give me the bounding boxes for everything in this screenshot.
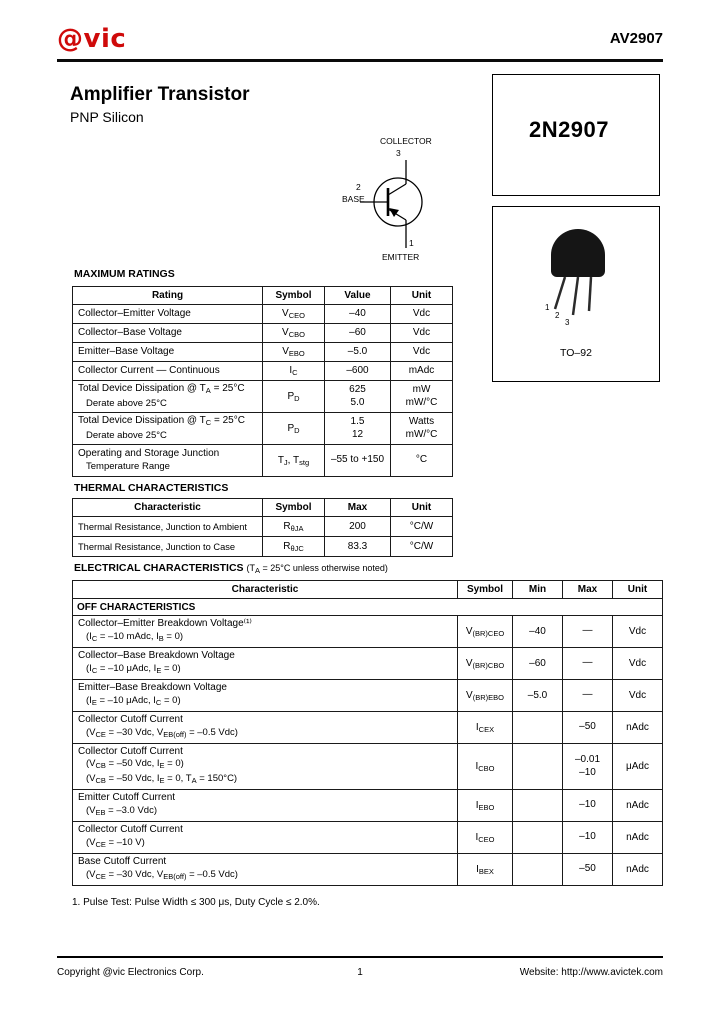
column-header-unit: Unit bbox=[613, 581, 663, 599]
maximum-ratings-table bbox=[72, 286, 453, 477]
package-name-label: TO–92 bbox=[560, 347, 592, 359]
min-cell bbox=[513, 744, 563, 790]
vendor-logo: @vic bbox=[57, 23, 127, 54]
package-box bbox=[492, 206, 660, 382]
base-label: BASE bbox=[342, 194, 365, 204]
characteristic-cell: Thermal Resistance, Junction to Ambient bbox=[73, 517, 263, 537]
symbol-cell: $I_{CEO}$ bbox=[458, 822, 513, 854]
rating-cell: Total Device Dissipation @ $T_C = 25^\circ C$ Derate above 25°C bbox=[73, 413, 263, 445]
unit-cell: Vdc bbox=[391, 343, 453, 362]
electrical-heading-text: ELECTRICAL CHARACTERISTICS bbox=[74, 562, 244, 574]
emitter-label: EMITTER bbox=[382, 252, 420, 262]
table-header-row bbox=[73, 499, 453, 517]
table-header-row bbox=[73, 581, 663, 599]
thermal-characteristics-table bbox=[72, 498, 453, 557]
page-footer bbox=[57, 956, 663, 978]
unit-cell: mW mW/°C bbox=[391, 381, 453, 413]
characteristic-cell: Collector–Emitter Breakdown Voltage⁽¹⁾ ($I_C = -10$ mAdc, $I_B = 0$) bbox=[73, 616, 458, 648]
unit-cell: nAdc bbox=[613, 790, 663, 822]
section-row bbox=[73, 599, 663, 616]
column-header-symbol: Symbol bbox=[263, 499, 325, 517]
symbol-cell: $I_{CBO}$ bbox=[458, 744, 513, 790]
characteristic-cell: Base Cutoff Current ($V_{CE} = -30$ Vdc, $V_{EB(off)} = -0.5$ Vdc) bbox=[73, 854, 458, 886]
min-cell: –5.0 bbox=[513, 680, 563, 712]
package-pin-2: 2 bbox=[555, 311, 560, 320]
max-cell: 83.3 bbox=[325, 537, 391, 557]
rating-cell: Emitter–Base Voltage bbox=[73, 343, 263, 362]
unit-cell: Watts mW/°C bbox=[391, 413, 453, 445]
electrical-heading-note: ($T_A = 25^\circ C$ unless otherwise noted) bbox=[246, 563, 388, 575]
table-row bbox=[73, 362, 453, 381]
column-header-min: Min bbox=[513, 581, 563, 599]
table-row bbox=[73, 445, 453, 477]
table-row bbox=[73, 854, 663, 886]
symbol-cell: $V_{EBO}$ bbox=[263, 343, 325, 362]
min-cell bbox=[513, 854, 563, 886]
package-pin-1: 1 bbox=[545, 303, 550, 312]
value-cell: 625 5.0 bbox=[325, 381, 391, 413]
column-header-value: Value bbox=[325, 287, 391, 305]
symbol-cell: $P_D$ bbox=[263, 381, 325, 413]
symbol-cell: $V_{CBO}$ bbox=[263, 324, 325, 343]
min-cell: –40 bbox=[513, 616, 563, 648]
column-header-max: Max bbox=[325, 499, 391, 517]
table-row bbox=[73, 822, 663, 854]
value-cell: 1.5 12 bbox=[325, 413, 391, 445]
symbol-cell: $V_{(BR)CEO}$ bbox=[458, 616, 513, 648]
symbol-cell: $V_{CEO}$ bbox=[263, 305, 325, 324]
table-row bbox=[73, 712, 663, 744]
unit-cell: nAdc bbox=[613, 822, 663, 854]
electrical-characteristics-table bbox=[72, 580, 663, 886]
rating-cell: Total Device Dissipation @ $T_A = 25^\circ C$ Derate above 25°C bbox=[73, 381, 263, 413]
value-cell: –55 to +150 bbox=[325, 445, 391, 477]
min-cell bbox=[513, 790, 563, 822]
table-row bbox=[73, 616, 663, 648]
thermal-characteristics-heading: THERMAL CHARACTERISTICS bbox=[74, 482, 229, 494]
max-cell: 200 bbox=[325, 517, 391, 537]
page-number: 1 bbox=[357, 967, 363, 978]
column-header-characteristic: Characteristic bbox=[73, 499, 263, 517]
part-number: 2N2907 bbox=[528, 117, 610, 142]
emitter-pin-number: 1 bbox=[409, 238, 414, 248]
symbol-cell: $I_{BEX}$ bbox=[458, 854, 513, 886]
copyright-text: Copyright @vic Electronics Corp. bbox=[57, 967, 204, 978]
min-cell: –60 bbox=[513, 648, 563, 680]
unit-cell: nAdc bbox=[613, 712, 663, 744]
value-cell: –60 bbox=[325, 324, 391, 343]
unit-cell: nAdc bbox=[613, 854, 663, 886]
unit-cell: Vdc bbox=[613, 616, 663, 648]
maximum-ratings-heading: MAXIMUM RATINGS bbox=[74, 268, 175, 280]
symbol-cell: $P_D$ bbox=[263, 413, 325, 445]
max-cell: –50 bbox=[563, 712, 613, 744]
symbol-cell: $V_{(BR)CBO}$ bbox=[458, 648, 513, 680]
unit-cell: Vdc bbox=[391, 305, 453, 324]
symbol-cell: $I_{EBO}$ bbox=[458, 790, 513, 822]
characteristic-cell: Collector–Base Breakdown Voltage ($I_C = -10$ μAdc, $I_E = 0$) bbox=[73, 648, 458, 680]
characteristic-cell: Collector Cutoff Current ($V_{CE} = -30$ Vdc, $V_{EB(off)} = -0.5$ Vdc) bbox=[73, 712, 458, 744]
table-row bbox=[73, 648, 663, 680]
symbol-cell: $R_{\theta JC}$ bbox=[263, 537, 325, 557]
table-row bbox=[73, 680, 663, 712]
rating-cell: Collector Current — Continuous bbox=[73, 362, 263, 381]
table-row bbox=[73, 305, 453, 324]
document-number: AV2907 bbox=[609, 30, 663, 47]
base-pin-number: 2 bbox=[356, 182, 361, 192]
table-row bbox=[73, 537, 453, 557]
page-title: Amplifier Transistor bbox=[70, 84, 250, 105]
max-cell: — bbox=[563, 680, 613, 712]
value-cell: –600 bbox=[325, 362, 391, 381]
unit-cell: Vdc bbox=[391, 324, 453, 343]
unit-cell: °C bbox=[391, 445, 453, 477]
unit-cell: mAdc bbox=[391, 362, 453, 381]
unit-cell: °C/W bbox=[391, 517, 453, 537]
table-row bbox=[73, 343, 453, 362]
max-cell: — bbox=[563, 616, 613, 648]
collector-label: COLLECTOR bbox=[380, 136, 432, 146]
symbol-cell: $I_C$ bbox=[263, 362, 325, 381]
column-header-rating: Rating bbox=[73, 287, 263, 305]
max-cell: –10 bbox=[563, 790, 613, 822]
unit-cell: Vdc bbox=[613, 680, 663, 712]
unit-cell: °C/W bbox=[391, 537, 453, 557]
column-header-characteristic: Characteristic bbox=[73, 581, 458, 599]
table-row bbox=[73, 324, 453, 343]
transistor-symbol-diagram bbox=[336, 136, 468, 272]
rating-cell: Operating and Storage Junction Temperature Range bbox=[73, 445, 263, 477]
column-header-symbol: Symbol bbox=[263, 287, 325, 305]
off-characteristics-label: OFF CHARACTERISTICS bbox=[73, 599, 663, 616]
footnote: 1. Pulse Test: Pulse Width ≤ 300 μs, Duty Cycle ≤ 2.0%. bbox=[72, 897, 320, 908]
symbol-cell: $V_{(BR)EBO}$ bbox=[458, 680, 513, 712]
table-row bbox=[73, 517, 453, 537]
column-header-symbol: Symbol bbox=[458, 581, 513, 599]
unit-cell: Vdc bbox=[613, 648, 663, 680]
package-pin-3: 3 bbox=[565, 318, 570, 327]
column-header-unit: Unit bbox=[391, 499, 453, 517]
rating-cell: Collector–Base Voltage bbox=[73, 324, 263, 343]
website-text: Website: http://www.avictek.com bbox=[519, 967, 663, 978]
max-cell: –10 bbox=[563, 822, 613, 854]
max-cell: –50 bbox=[563, 854, 613, 886]
table-header-row bbox=[73, 287, 453, 305]
part-number-box bbox=[492, 74, 660, 196]
table-row bbox=[73, 744, 663, 790]
page-subtitle: PNP Silicon bbox=[70, 109, 144, 125]
characteristic-cell: Emitter–Base Breakdown Voltage ($I_E = -10$ μAdc, $I_C = 0$) bbox=[73, 680, 458, 712]
electrical-characteristics-heading bbox=[74, 562, 388, 575]
column-header-max: Max bbox=[563, 581, 613, 599]
to92-package-icon bbox=[523, 223, 633, 323]
characteristic-cell: Emitter Cutoff Current ($V_{EB} = -3.0$ Vdc) bbox=[73, 790, 458, 822]
column-header-unit: Unit bbox=[391, 287, 453, 305]
table-row bbox=[73, 790, 663, 822]
max-cell: — bbox=[563, 648, 613, 680]
characteristic-cell: Thermal Resistance, Junction to Case bbox=[73, 537, 263, 557]
unit-cell: μAdc bbox=[613, 744, 663, 790]
min-cell bbox=[513, 822, 563, 854]
value-cell: –40 bbox=[325, 305, 391, 324]
table-row bbox=[73, 381, 453, 413]
max-cell: –0.01 –10 bbox=[563, 744, 613, 790]
symbol-cell: $T_J$, $T_{stg}$ bbox=[263, 445, 325, 477]
rating-cell: Collector–Emitter Voltage bbox=[73, 305, 263, 324]
min-cell bbox=[513, 712, 563, 744]
page-header bbox=[57, 22, 663, 62]
table-row bbox=[73, 413, 453, 445]
symbol-cell: $I_{CEX}$ bbox=[458, 712, 513, 744]
characteristic-cell: Collector Cutoff Current ($V_{CE} = -10$ V) bbox=[73, 822, 458, 854]
characteristic-cell: Collector Cutoff Current ($V_{CB} = -50$ Vdc, $I_E = 0$) ($V_{CB} = -50$ Vdc, $I_E = 0$, $T_A = 150^\circ C$) bbox=[73, 744, 458, 790]
symbol-cell: $R_{\theta JA}$ bbox=[263, 517, 325, 537]
collector-pin-number: 3 bbox=[396, 148, 401, 158]
value-cell: –5.0 bbox=[325, 343, 391, 362]
